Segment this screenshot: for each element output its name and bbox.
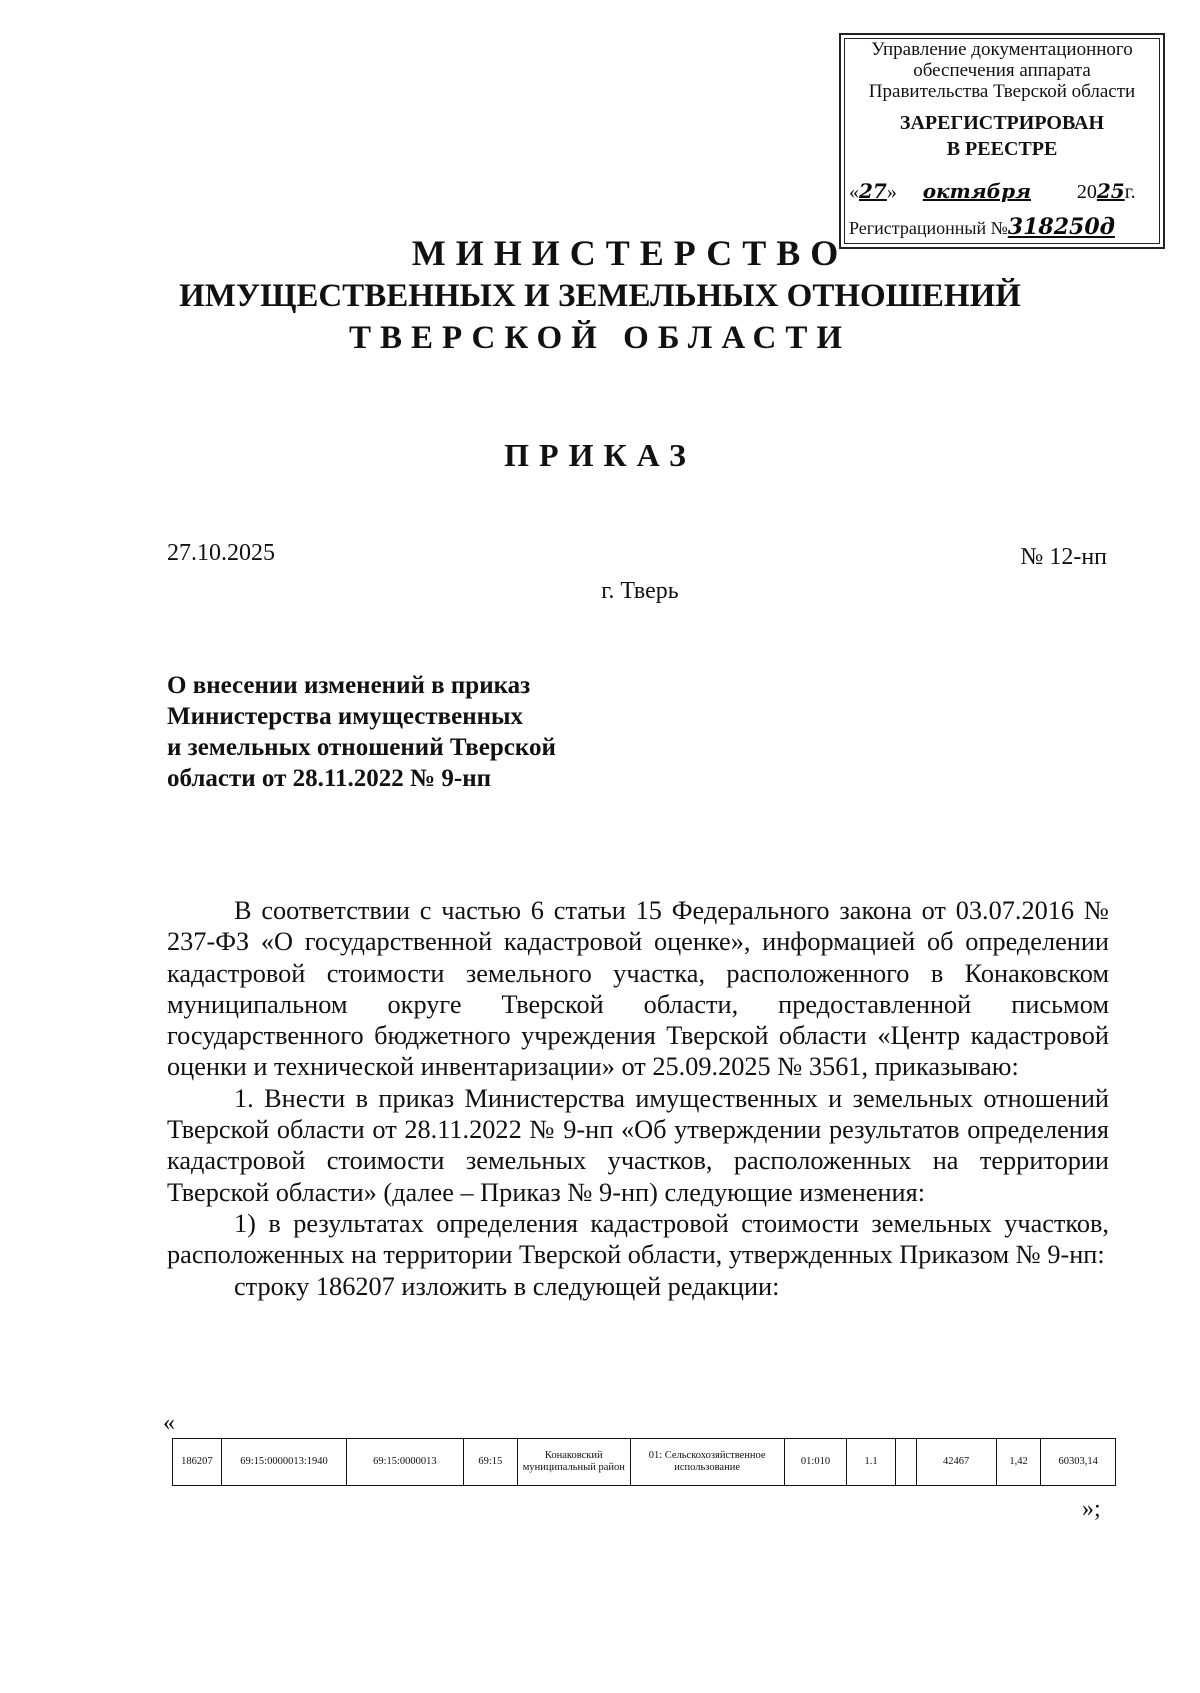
table-cell: 1.1 xyxy=(847,1439,896,1486)
closing-quote: »; xyxy=(1082,1496,1101,1522)
stamp-date-year-prefix: 20 xyxy=(1076,181,1097,203)
stamp-reg-number: 318250д xyxy=(1007,214,1115,240)
table-cell: 01: Сельскохозяйственное использование xyxy=(630,1439,784,1486)
table-cell: 186207 xyxy=(173,1439,222,1486)
stamp-org-line: Правительства Тверской области xyxy=(868,81,1136,102)
document-subject xyxy=(167,670,647,794)
stamp-registered-line: В РЕЕСТРЕ xyxy=(946,138,1058,160)
stamp-org-line: обеспечения аппарата xyxy=(913,60,1091,81)
stamp-date-day: 27 xyxy=(859,179,887,203)
row-instruction: строку 186207 изложить в следующей редакции: xyxy=(234,1271,780,1301)
stamp-date-year-unit: г. xyxy=(1124,181,1136,203)
opening-quote: « xyxy=(163,1410,175,1436)
subject-line: и земельных отношений Тверской xyxy=(167,734,556,761)
table-cell: 42467 xyxy=(916,1439,996,1486)
stamp-org-line: Управление документационного xyxy=(871,39,1133,60)
table-cell: 69:15:0000013:1940 xyxy=(221,1439,346,1486)
table-cell: Конаковский муниципальный район xyxy=(518,1439,630,1486)
stamp-date-month: октября xyxy=(922,179,1031,203)
subject-line: О внесении изменений в приказ xyxy=(167,672,531,699)
item-1-1-paragraph: 1) в результатах определения кадастровой стоимости земельных участков, расположенных на территории Тверской области, утвержденных Приказом № 9-нп: xyxy=(167,1208,1109,1270)
document-number: № 12-нп xyxy=(1020,544,1107,570)
registration-stamp xyxy=(839,33,1165,249)
stamp-reg-label: Регистрационный № xyxy=(849,218,1008,238)
document-type: ПРИКАЗ xyxy=(504,437,696,473)
document-city: г. Тверь xyxy=(601,578,679,604)
table-cell: 60303,14 xyxy=(1041,1439,1116,1486)
ministry-title-line3: ТВЕРСКОЙ ОБЛАСТИ xyxy=(348,320,852,356)
table-cell: 69:15:0000013 xyxy=(347,1439,463,1486)
document-body xyxy=(167,895,1109,1302)
subject-line: Министерства имущественных xyxy=(167,703,524,730)
item-1-paragraph: 1. Внести в приказ Министерства имущественных и земельных отношений Тверской области от 28.11.2022 № 9-нп «Об утверждении результатов определения кадастровой стоимости земельных участков, расположенных на территории Тверской области» (далее – Приказ № 9-нп) следующие изменения: xyxy=(167,1083,1109,1207)
table-cell: 01:010 xyxy=(784,1439,847,1486)
stamp-date-line: «27» октября 2025г. xyxy=(849,179,1136,203)
preamble-paragraph: В соответствии с частью 6 статьи 15 Федерального закона от 03.07.2016 № 237-ФЗ «О государственной кадастровой оценке», информацией об определении кадастровой стоимости земельного участка, расположенного в Конаковском муниципальном округе Тверской области, предоставленной письмом государственного бюджетного учреждения Тверской области «Центр кадастровой оценки и технической инвентаризации» от 25.09.2025 № 3561, приказываю: xyxy=(167,896,1109,1082)
table-cell xyxy=(895,1439,916,1486)
document-date: 27.10.2025 xyxy=(167,540,275,566)
cadastral-row-table xyxy=(172,1438,1116,1486)
stamp-date-year-suffix: 25 xyxy=(1096,179,1125,203)
ministry-title-line2: ИМУЩЕСТВЕННЫХ И ЗЕМЕЛЬНЫХ ОТНОШЕНИЙ xyxy=(179,278,1021,314)
table-cell: 1,42 xyxy=(996,1439,1041,1486)
stamp-registered-line: ЗАРЕГИСТРИРОВАН xyxy=(899,112,1105,134)
table-row xyxy=(173,1439,1116,1486)
ministry-title-line1: МИНИСТЕРСТВО xyxy=(411,233,849,273)
subject-line: области от 28.11.2022 № 9-нп xyxy=(167,765,492,792)
table-cell: 69:15 xyxy=(463,1439,518,1486)
